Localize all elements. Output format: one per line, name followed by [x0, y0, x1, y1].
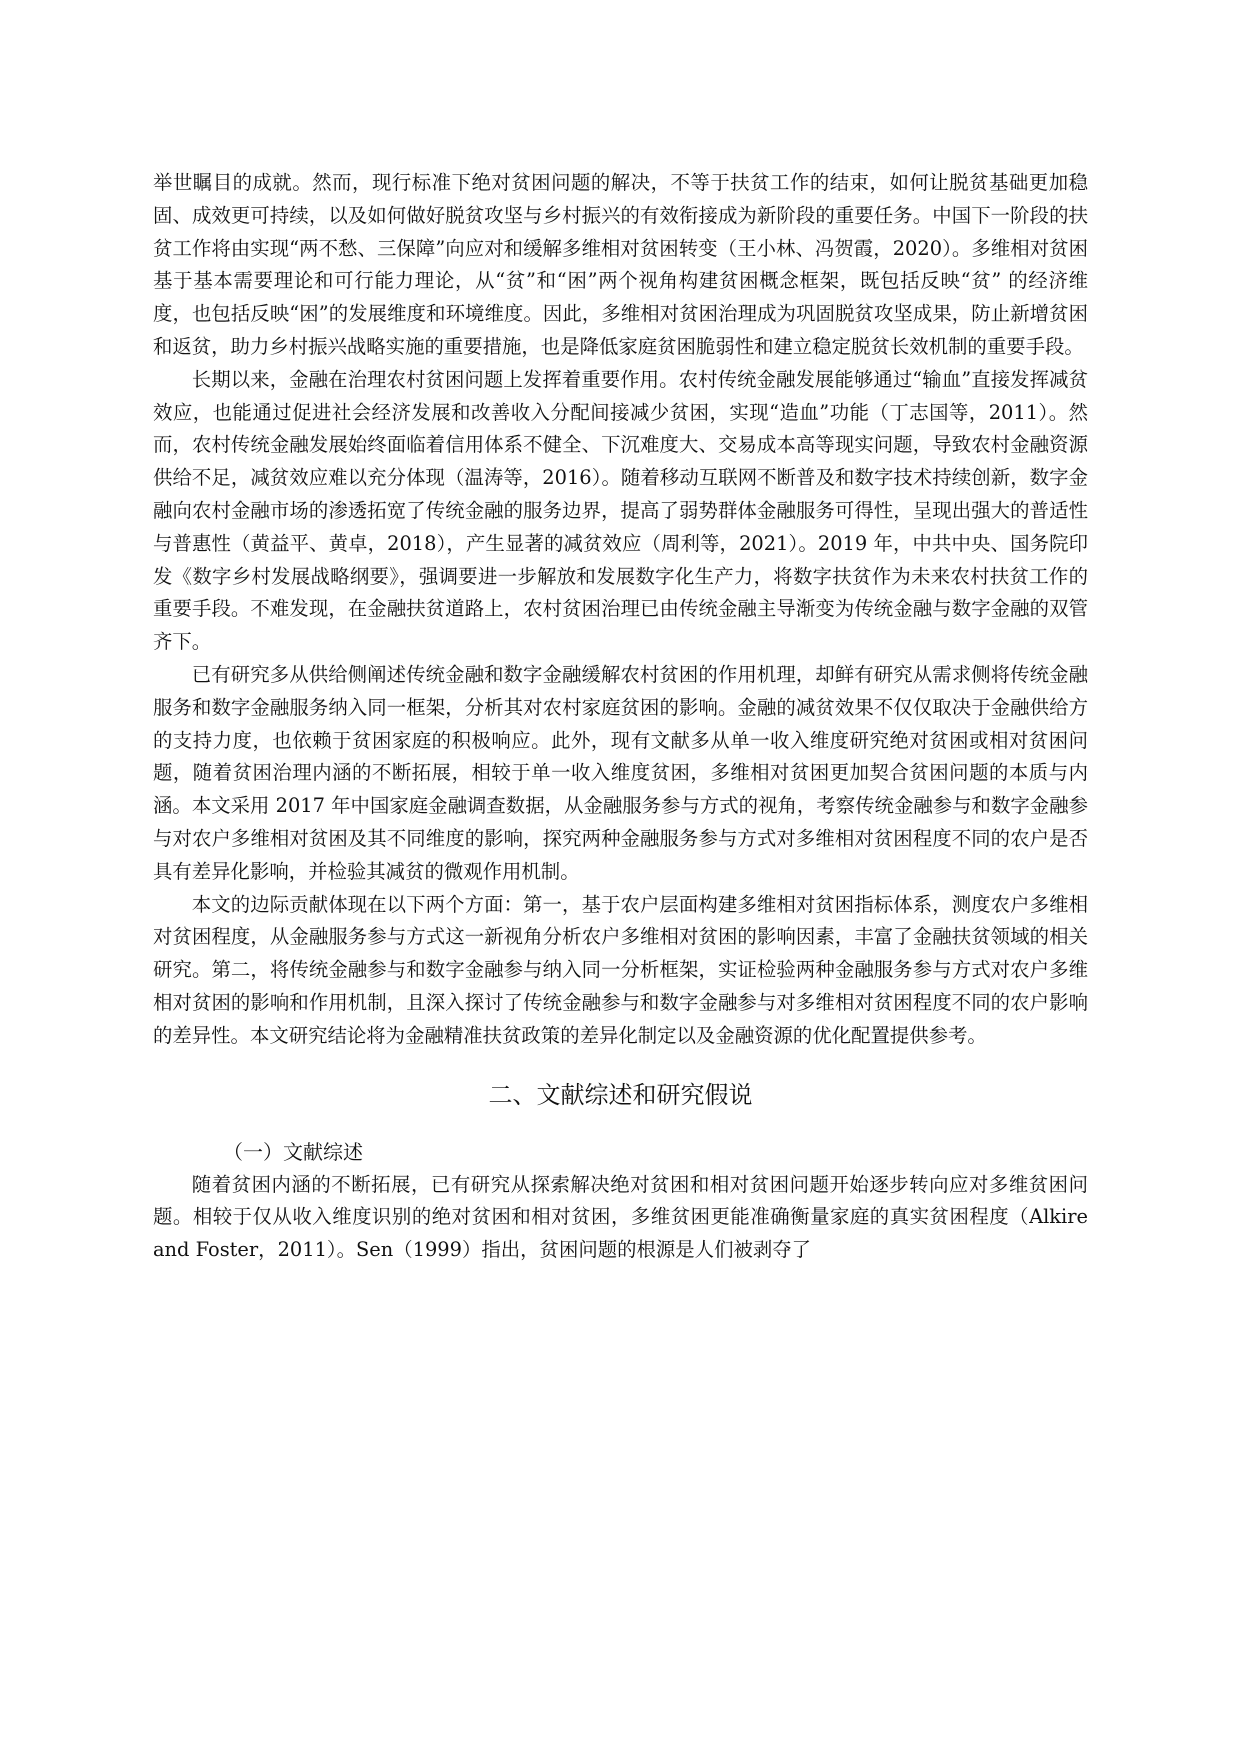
- body-paragraph: 举世瞩目的成就。然而，现行标准下绝对贫困问题的解决，不等于扶贫工作的结束，如何让脱贫基础更加稳固、成效更可持续，以及如何做好脱贫攻坚与乡村振兴的有效衔接成为新阶段的重要任务。中国下一阶段的扶贫工作将由实现“两不愁、三保障”向应对和缓解多维相对贫困转变（王小林、冯贺霞，2020）。多维相对贫困基于基本需要理论和可行能力理论，从“贫”和“困”两个视角构建贫困概念框架，既包括反映“贫” 的经济维度，也包括反映“困”的发展维度和环境维度。因此，多维相对贫困治理成为巩固脱贫攻坚成果，防止新增贫困和返贫，助力乡村振兴战略实施的重要措施，也是降低家庭贫困脆弱性和建立稳定脱贫长效机制的重要手段。: [153, 171, 1088, 358]
- document-body: [153, 167, 1088, 1267]
- subsection-heading: （一）文献综述: [223, 1139, 363, 1164]
- section-heading: 二、文献综述和研究假说: [488, 1080, 753, 1109]
- body-paragraph: 长期以来，金融在治理农村贫困问题上发挥着重要作用。农村传统金融发展能够通过“输血”直接发挥减贫效应，也能通过促进社会经济发展和改善收入分配间接减少贫困，实现“造血”功能（丁志国等，2011）。然而，农村传统金融发展始终面临着信用体系不健全、下沉难度大、交易成本高等现实问题，导致农村金融资源供给不足，减贫效应难以充分体现（温涛等，2016）。随着移动互联网不断普及和数字技术持续创新，数字金融向农村金融市场的渗透拓宽了传统金融的服务边界，提高了弱势群体金融服务可得性，呈现出强大的普适性与普惠性（黄益平、黄卓，2018），产生显著的减贫效应（周利等，2021）。2019 年，中共中央、国务院印发《数字乡村发展战略纲要》，强调要进一步解放和发展数字化生产力，将数字扶贫作为未来农村扶贫工作的重要手段。不难发现，在金融扶贫道路上，农村贫困治理已由传统金融主导渐变为传统金融与数字金融的双管齐下。: [153, 367, 1088, 654]
- body-paragraph: 随着贫困内涵的不断拓展，已有研究从探索解决绝对贫困和相对贫困问题开始逐步转向应对多维贫困问题。相较于仅从收入维度识别的绝对贫困和相对贫困，多维贫困更能准确衡量家庭的真实贫困程度（Alkire and Foster，2011）。Sen（1999）指出，贫困问题的根源是人们被剥夺了: [153, 1172, 1088, 1262]
- body-paragraph: 已有研究多从供给侧阐述传统金融和数字金融缓解农村贫困的作用机理，却鲜有研究从需求侧将传统金融服务和数字金融服务纳入同一框架，分析其对农村家庭贫困的影响。金融的减贫效果不仅仅取决于金融供给方的支持力度，也依赖于贫困家庭的积极响应。此外，现有文献多从单一收入维度研究绝对贫困或相对贫困问题，随着贫困治理内涵的不断拓展，相较于单一收入维度贫困，多维相对贫困更加契合贫困问题的本质与内涵。本文采用 2017 年中国家庭金融调查数据，从金融服务参与方式的视角，考察传统金融参与和数字金融参与对农户多维相对贫困及其不同维度的影响，探究两种金融服务参与方式对多维相对贫困程度不同的农户是否具有差异化影响，并检验其减贫的微观作用机制。: [153, 662, 1088, 883]
- body-paragraph: 本文的边际贡献体现在以下两个方面：第一，基于农户层面构建多维相对贫困指标体系，测度农户多维相对贫困程度，从金融服务参与方式这一新视角分析农户多维相对贫困的影响因素，丰富了金融扶贫领域的相关研究。第二，将传统金融参与和数字金融参与纳入同一分析框架，实证检验两种金融服务参与方式对农户多维相对贫困的影响和作用机制，且深入探讨了传统金融参与和数字金融参与对多维相对贫困程度不同的农户影响的差异性。本文研究结论将为金融精准扶贫政策的差异化制定以及金融资源的优化配置提供参考。: [153, 892, 1088, 1047]
